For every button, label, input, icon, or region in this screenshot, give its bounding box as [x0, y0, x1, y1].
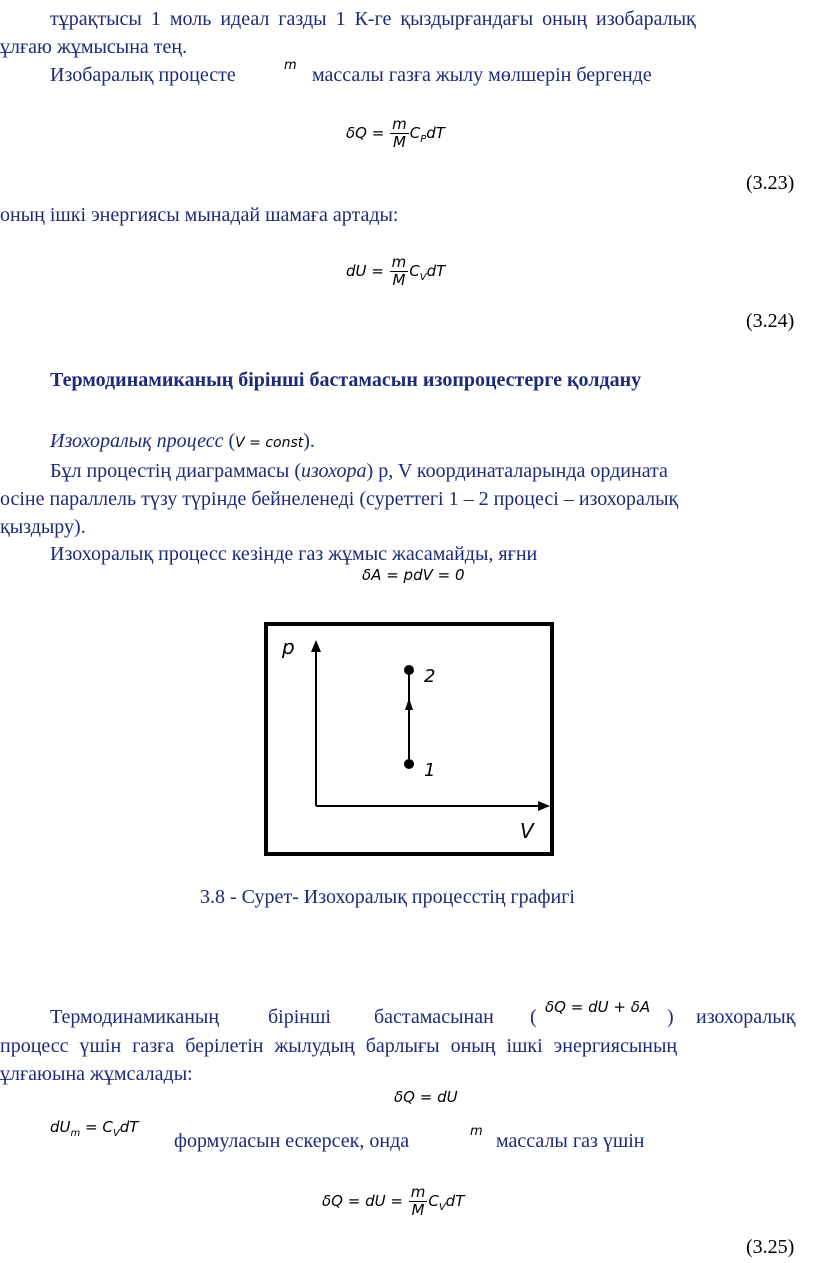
v-label: V [520, 819, 534, 843]
text-line: Изохоралық процесс (V = const). [50, 430, 315, 452]
text-line: бірінші [268, 1006, 331, 1028]
text-line: бастамасынан [374, 1006, 494, 1028]
point-2-label: 2 [424, 666, 436, 687]
text-line: массалы газға жылу мөлшерін бергенде [312, 64, 652, 86]
text-line: процесс үшін газға берілетін жылудың барлығы оның ішкі энергиясының [0, 1035, 678, 1057]
section-heading: Термодинамиканың бірінші бастамасын изопроцестерге қолдану [50, 369, 642, 391]
p-label: p [282, 635, 295, 659]
equation-number: (3.23) [746, 172, 795, 194]
state-point-2 [404, 665, 414, 675]
text-line: ұлғаю жұмысына тең. [0, 36, 188, 58]
text-line: осіне параллель түзу түрінде бейнеленеді (суреттегі 1 – 2 процесі – изохоралық [0, 488, 679, 510]
text-line: қыздыру). [0, 516, 86, 538]
formula-m: m [470, 1124, 483, 1139]
text-line: оның ішкі энергиясы мынадай шамаға артады: [0, 204, 399, 226]
state-point-1 [404, 759, 414, 769]
equation-number: (3.25) [746, 1236, 795, 1258]
equation-3-24: dU = $\frac{m}{M}$ $C_VdT$ [346, 253, 446, 289]
equation-3-25: δQ = dU = $\frac{m}{M}$ $C_VdT$ [322, 1183, 465, 1219]
text-line: ұлғаюына жұмсалады: [0, 1063, 193, 1085]
text-line: тұрақтысы 1 моль идеал газды 1 К-ге қыздырғандағы оның изобаралық [50, 8, 696, 30]
text-line: изохоралық [696, 1006, 796, 1028]
equation-number: (3.24) [746, 310, 795, 332]
text-line: Изохоралық процесс кезінде газ жұмыс жасамайды, яғни [50, 543, 538, 565]
equation-work: δA = pdV = 0 [362, 566, 465, 584]
point-1-label: 1 [424, 760, 436, 781]
text-line: массалы газ үшін [496, 1130, 645, 1152]
text-line: ) [667, 1006, 674, 1028]
equation-first-law: δQ = dU + δA [545, 998, 651, 1016]
text-line: Бұл процестің диаграммасы (изохора) p, V координаталарында ордината [50, 460, 668, 482]
figure-caption: 3.8 - Сурет- Изохоралық процесстің графигі [200, 886, 575, 908]
formula-m: m [284, 58, 297, 73]
equation-dum: $dU_m = C_VdT$ [50, 1118, 139, 1139]
equation-3-23: δQ = $\frac{m}{M}$ $C_PdT$ [346, 115, 445, 151]
text-line: Изобаралық процесте [50, 64, 236, 86]
isochoric-diagram [264, 622, 554, 856]
equation-dq-du: δQ = dU [394, 1088, 458, 1106]
text-line: ( [530, 1006, 537, 1028]
text-line: Термодинамиканың [50, 1006, 220, 1028]
text-line: формуласын ескерсек, онда [174, 1130, 410, 1152]
